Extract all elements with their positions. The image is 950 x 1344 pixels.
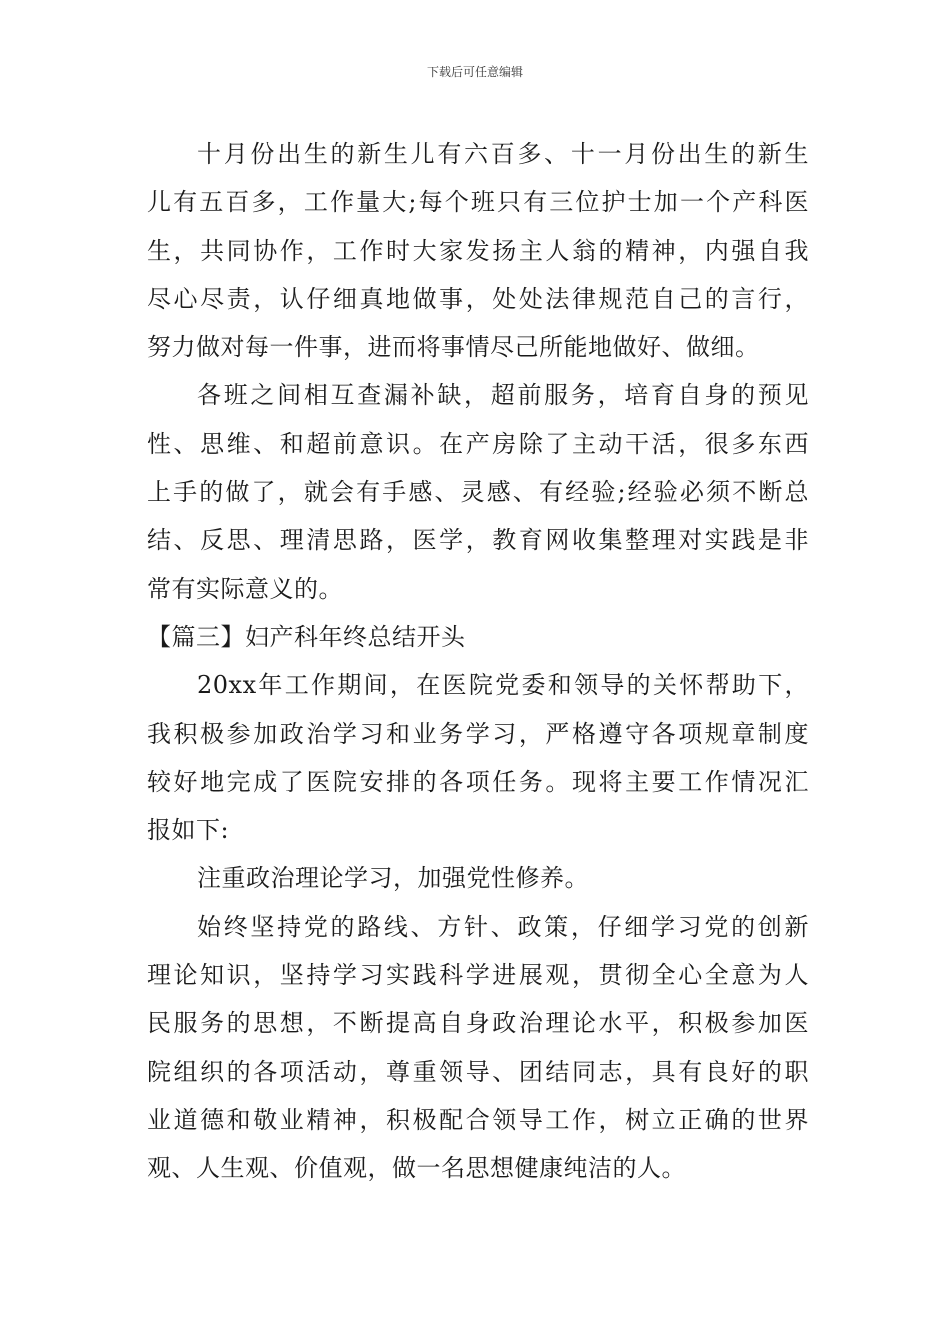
- text-line: 院组织的各项活动，尊重领导、团结同志，具有良好的职: [147, 1057, 809, 1086]
- text-line: 性、思维、和超前意识。在产房除了主动干活，很多东西: [147, 429, 809, 458]
- text-line: 各班之间相互查漏补缺，超前服务，培育自身的预见: [197, 381, 809, 410]
- text-line: 【篇三】妇产科年终总结开头: [147, 622, 466, 651]
- text-line: 尽心尽责，认仔细真地做事，处处法律规范自己的言行，: [147, 284, 809, 313]
- text-line: 报如下:: [147, 816, 230, 845]
- page-header-note: 下载后可任意编辑: [426, 65, 523, 79]
- text-line: 注重政治理论学习，加强党性修养。: [197, 864, 589, 893]
- text-line: 业道德和敬业精神，积极配合领导工作，树立正确的世界: [147, 1105, 809, 1134]
- text-line: 始终坚持党的路线、方针、政策，仔细学习党的创新: [197, 912, 809, 941]
- text-line: 理论知识，坚持学习实践科学进展观，贯彻全心全意为人: [147, 961, 809, 990]
- text-line: 结、反思、理清思路，医学，教育网收集整理对实践是非: [147, 526, 809, 555]
- text-line: 较好地完成了医院安排的各项任务。现将主要工作情况汇: [147, 767, 809, 796]
- document-body: [147, 130, 809, 1193]
- text-line: 常有实际意义的。: [147, 574, 343, 603]
- text-line: 观、人生观、价值观，做一名思想健康纯洁的人。: [147, 1154, 686, 1183]
- text-line: 20xx年工作期间，在医院党委和领导的关怀帮助下，: [197, 671, 809, 700]
- text-line: 儿有五百多，工作量大;每个班只有三位护士加一个产科医: [147, 188, 809, 217]
- text-line: 生，共同协作，工作时大家发扬主人翁的精神，内强自我: [147, 236, 809, 265]
- text-line: 我积极参加政治学习和业务学习，严格遵守各项规章制度: [147, 719, 809, 748]
- text-line: 民服务的思想，不断提高自身政治理论水平，积极参加医: [147, 1009, 809, 1038]
- text-line: 上手的做了，就会有手感、灵感、有经验;经验必须不断总: [147, 478, 809, 507]
- text-line: 努力做对每一件事，进而将事情尽己所能地做好、做细。: [147, 333, 760, 362]
- text-line: 十月份出生的新生儿有六百多、十一月份出生的新生: [197, 140, 809, 168]
